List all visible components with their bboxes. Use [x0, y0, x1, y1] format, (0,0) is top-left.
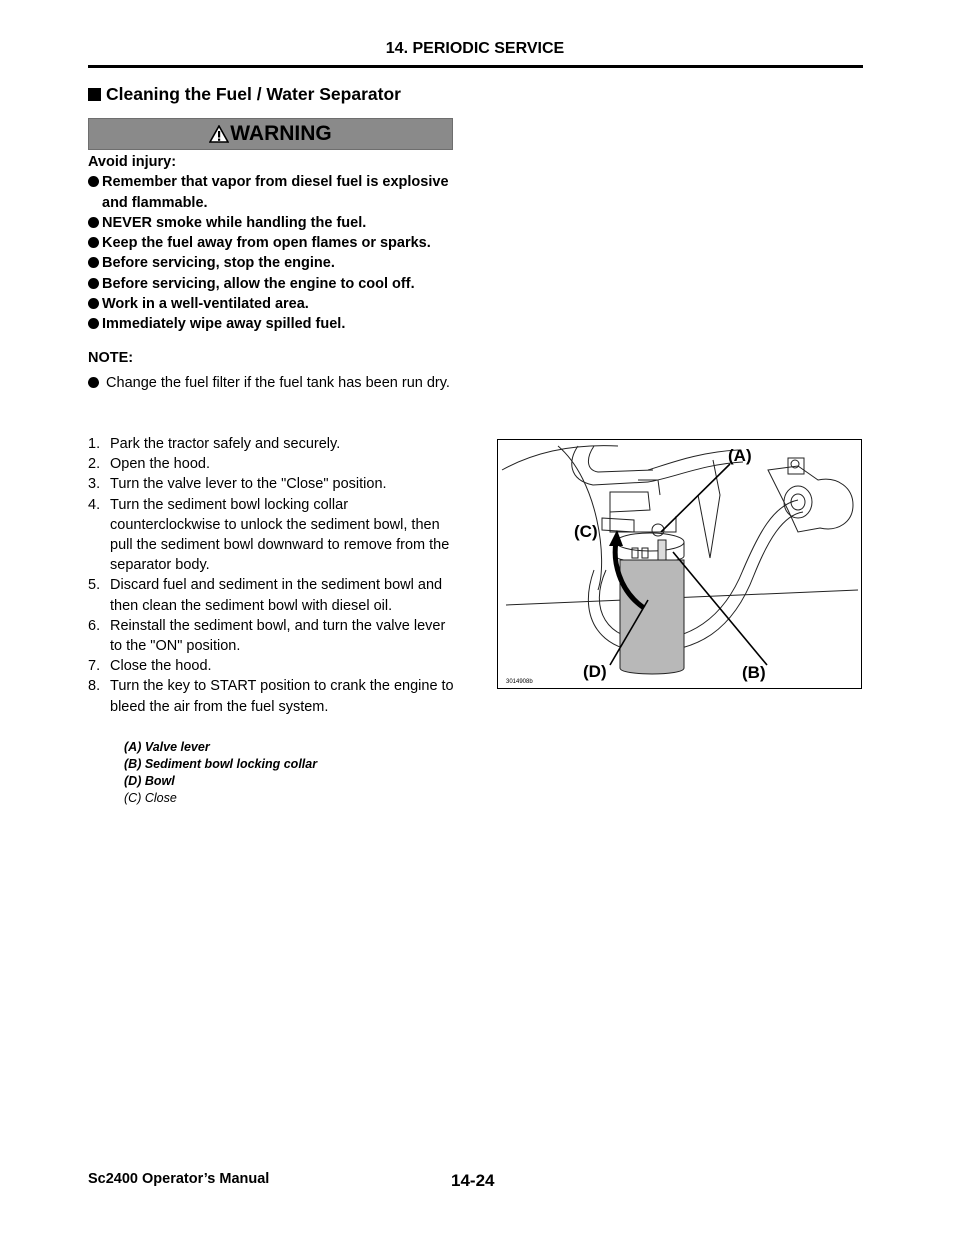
section-title: [88, 84, 401, 105]
figure-label-a: (A): [728, 446, 752, 465]
sediment-bowl-shape: [620, 560, 684, 674]
procedure-steps: [88, 434, 460, 717]
warning-item: NEVER smoke while handling the fuel.: [88, 213, 468, 233]
step-item: 2. Open the hood.: [88, 456, 210, 473]
section-title-text: Cleaning the Fuel / Water Separator: [106, 84, 401, 104]
header-rule: [88, 65, 863, 68]
warning-label-text: WARNING: [230, 122, 332, 145]
warning-banner: [88, 118, 453, 150]
warning-label: [89, 122, 452, 146]
square-bullet-icon: [88, 88, 101, 101]
bullet-icon: [88, 237, 99, 248]
legend-item: (C) Close: [124, 791, 177, 805]
warning-item: Work in a well-ventilated area.: [88, 294, 468, 314]
step-item: 5. Discard fuel and sediment in the sediment bowl and then clean the sediment bowl with diesel oil.: [88, 577, 443, 614]
fuel-separator-figure: [497, 439, 862, 689]
running-header: 14. PERIODIC SERVICE: [385, 40, 565, 57]
step-item: 1. Park the tractor safely and securely.: [88, 436, 341, 452]
fuel-separator-illustration: [498, 440, 861, 688]
warning-item: Immediately wipe away spilled fuel.: [88, 314, 468, 334]
figure-code: 3014908b: [506, 679, 533, 685]
legend-item: (D) Bowl: [124, 774, 175, 788]
bullet-icon: [88, 298, 99, 309]
warning-intro: Avoid injury:: [88, 154, 177, 170]
footer-page-number: 14-24: [451, 1171, 495, 1190]
bullet-icon: [88, 257, 99, 268]
bullet-icon: [88, 318, 99, 329]
note-heading: NOTE:: [88, 350, 134, 366]
warning-item: Remember that vapor from diesel fuel is explosive and flammable.: [88, 172, 468, 213]
warning-triangle-icon: [209, 125, 229, 143]
warning-item: Keep the fuel away from open flames or sparks.: [88, 233, 468, 253]
figure-label-c: (C): [574, 522, 598, 541]
warning-item: Before servicing, allow the engine to cool off.: [88, 274, 468, 294]
step-item: 7. Close the hood.: [88, 658, 212, 675]
step-item: 8. Turn the key to START position to crank the engine to bleed the air from the fuel system.: [88, 678, 454, 715]
figure-legend: [124, 739, 317, 807]
warning-item: Before servicing, stop the engine.: [88, 253, 468, 273]
step-item: 3. Turn the valve lever to the "Close" position.: [88, 476, 387, 493]
step-item: 4. Turn the sediment bowl locking collar counterclockwise to unlock the sediment bowl, then pull the sediment bowl downward to remove from the separator body.: [88, 496, 450, 574]
bullet-icon: [88, 377, 99, 388]
footer-manual-title: Sc2400 Operator’s Manual: [88, 1171, 270, 1187]
bullet-icon: [88, 176, 99, 187]
note-text: Change the fuel filter if the fuel tank has been run dry.: [88, 373, 472, 393]
figure-label-b: (B): [742, 663, 766, 682]
bullet-icon: [88, 278, 99, 289]
legend-item: (B) Sediment bowl locking collar: [124, 757, 318, 771]
figure-label-d: (D): [583, 662, 607, 681]
legend-item: (A) Valve lever: [124, 740, 210, 754]
step-item: 6. Reinstall the sediment bowl, and turn the valve lever to the "ON" position.: [88, 617, 446, 655]
warning-content: [88, 152, 468, 335]
bullet-icon: [88, 217, 99, 228]
